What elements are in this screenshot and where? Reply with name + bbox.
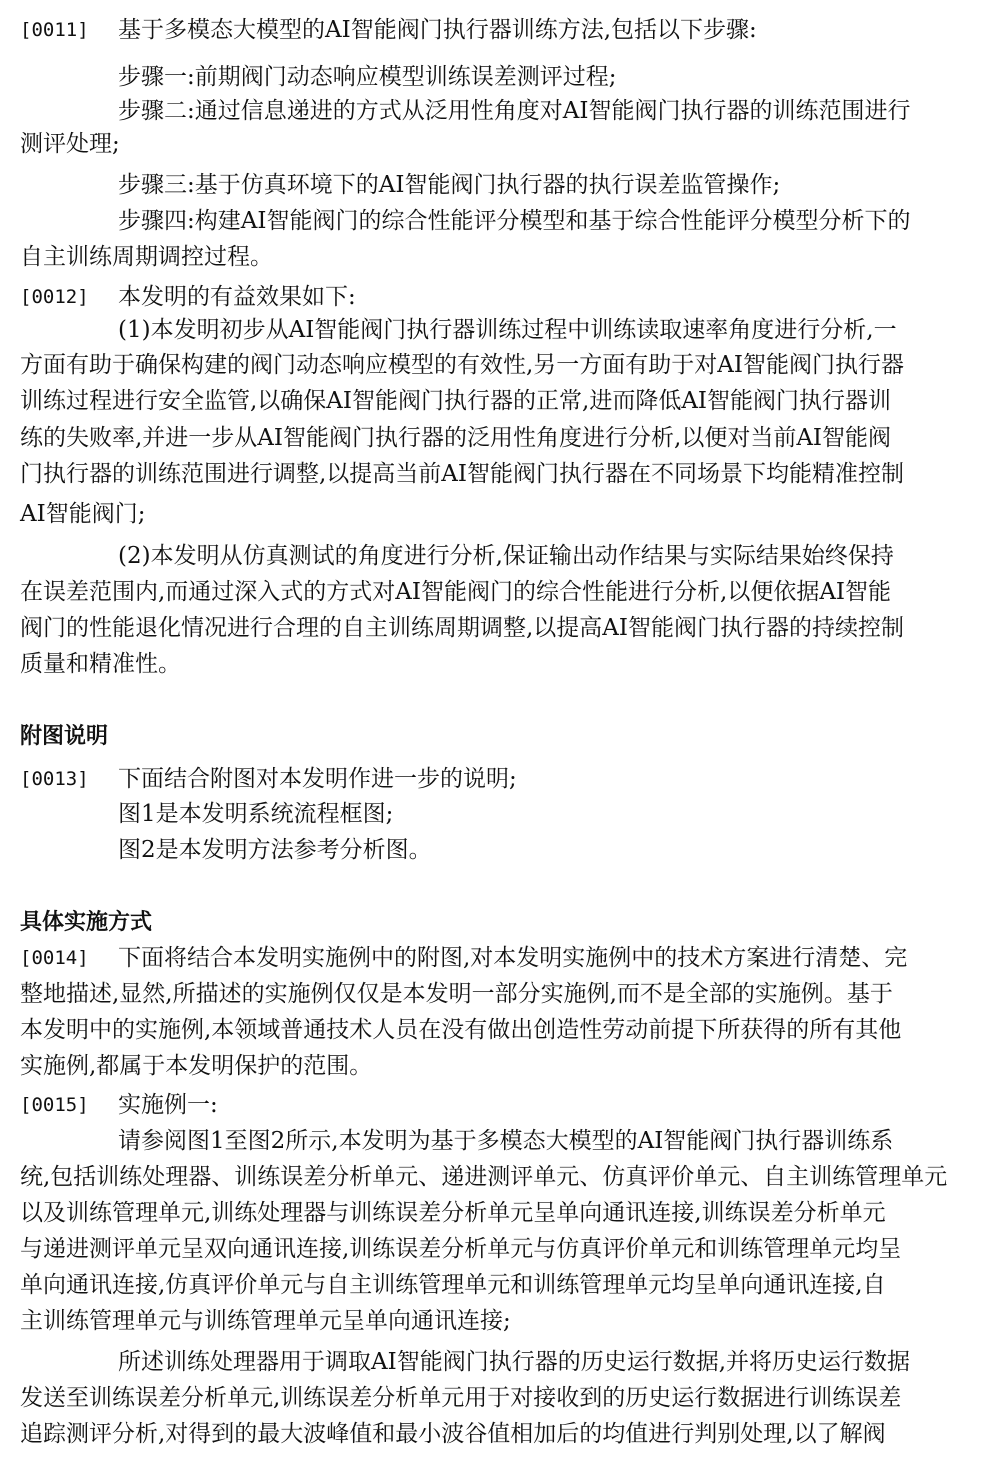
p0012-line-0: 本发明的有益效果如下: — [118, 284, 356, 310]
p0015-line-2: 统,包括训练处理器、训练误差分析单元、递进测评单元、仿真评价单元、自主训练管理单元 — [20, 1164, 948, 1190]
p0011-line-3: 测评处理; — [20, 131, 120, 157]
p0015-line-6: 主训练管理单元与训练管理单元呈单向通讯连接; — [20, 1308, 511, 1334]
p0012-line-1: (1)本发明初步从AI智能阀门执行器训练过程中训练读取速率角度进行分析,一 — [118, 317, 897, 343]
p0014-line-0: 下面将结合本发明实施例中的附图,对本发明实施例中的技术方案进行清楚、完 — [118, 945, 908, 971]
para-tag-0015: [0015] — [20, 1094, 89, 1116]
section-heading-figures: 附图说明 — [20, 724, 109, 749]
p0011-line-4: 步骤三:基于仿真环境下的AI智能阀门执行器的执行误差监管操作; — [118, 172, 781, 198]
p0011-line-5: 步骤四:构建AI智能阀门的综合性能评分模型和基于综合性能评分模型分析下的 — [118, 208, 911, 234]
p0012-line-10: 质量和精准性。 — [20, 651, 181, 677]
p0014-line-1: 整地描述,显然,所描述的实施例仅仅是本发明一部分实施例,而不是全部的实施例。基于 — [20, 981, 893, 1007]
p0013-line-0: 下面结合附图对本发明作进一步的说明; — [118, 766, 517, 792]
p0012-line-3: 训练过程进行安全监管,以确保AI智能阀门执行器的正常,进而降低AI智能阀门执行器训 — [20, 388, 892, 414]
p0011-line-0: 基于多模态大模型的AI智能阀门执行器训练方法,包括以下步骤: — [118, 17, 757, 43]
p0011-line-1: 步骤一:前期阀门动态响应模型训练误差测评过程; — [118, 64, 617, 90]
p0011-line-6: 自主训练周期调控过程。 — [20, 244, 273, 270]
p0012-line-5: 门执行器的训练范围进行调整,以提高当前AI智能阀门执行器在不同场景下均能精准控制 — [20, 461, 905, 487]
p0012-line-9: 阀门的性能退化情况进行合理的自主训练周期调整,以提高AI智能阀门执行器的持续控制 — [20, 615, 905, 641]
p0015-line-5: 单向通讯连接,仿真评价单元与自主训练管理单元和训练管理单元均呈单向通讯连接,自 — [20, 1272, 886, 1298]
p0012-line-2: 方面有助于确保构建的阀门动态响应模型的有效性,另一方面有助于对AI智能阀门执行器 — [20, 352, 905, 378]
para-tag-0012: [0012] — [20, 286, 89, 308]
p0013-line-2: 图2是本发明方法参考分析图。 — [118, 837, 432, 863]
p0011-line-2: 步骤二:通过信息递进的方式从泛用性角度对AI智能阀门执行器的训练范围进行 — [118, 98, 911, 124]
p0015-line-3: 以及训练管理单元,训练处理器与训练误差分析单元呈单向通讯连接,训练误差分析单元 — [20, 1200, 886, 1226]
p0012-line-8: 在误差范围内,而通过深入式的方式对AI智能阀门的综合性能进行分析,以便依据AI智能 — [20, 579, 892, 605]
p0015-line-9: 追踪测评分析,对得到的最大波峰值和最小波谷值相加后的均值进行判别处理,以了解阀 — [20, 1421, 886, 1447]
p0013-line-1: 图1是本发明系统流程框图; — [118, 801, 394, 827]
p0012-line-7: (2)本发明从仿真测试的角度进行分析,保证输出动作结果与实际结果始终保持 — [118, 543, 894, 569]
p0015-line-8: 发送至训练误差分析单元,训练误差分析单元用于对接收到的历史运行数据进行训练误差 — [20, 1385, 902, 1411]
p0012-line-6: AI智能阀门; — [20, 501, 146, 527]
p0014-line-2: 本发明中的实施例,本领域普通技术人员在没有做出创造性劳动前提下所获得的所有其他 — [20, 1017, 902, 1043]
p0015-line-4: 与递进测评单元呈双向通讯连接,训练误差分析单元与仿真评价单元和训练管理单元均呈 — [20, 1236, 902, 1262]
section-heading-embodiment: 具体实施方式 — [20, 910, 153, 935]
p0012-line-4: 练的失败率,并进一步从AI智能阀门执行器的泛用性角度进行分析,以便对当前AI智能阀 — [20, 425, 892, 451]
p0015-line-7: 所述训练处理器用于调取AI智能阀门执行器的历史运行数据,并将历史运行数据 — [118, 1349, 911, 1375]
p0015-line-1: 请参阅图1至图2所示,本发明为基于多模态大模型的AI智能阀门执行器训练系 — [118, 1128, 894, 1154]
p0015-line-0: 实施例一: — [118, 1092, 218, 1118]
para-tag-0014: [0014] — [20, 947, 89, 969]
p0014-line-3: 实施例,都属于本发明保护的范围。 — [20, 1053, 373, 1079]
para-tag-0013: [0013] — [20, 768, 89, 790]
para-tag-0011: [0011] — [20, 19, 89, 41]
